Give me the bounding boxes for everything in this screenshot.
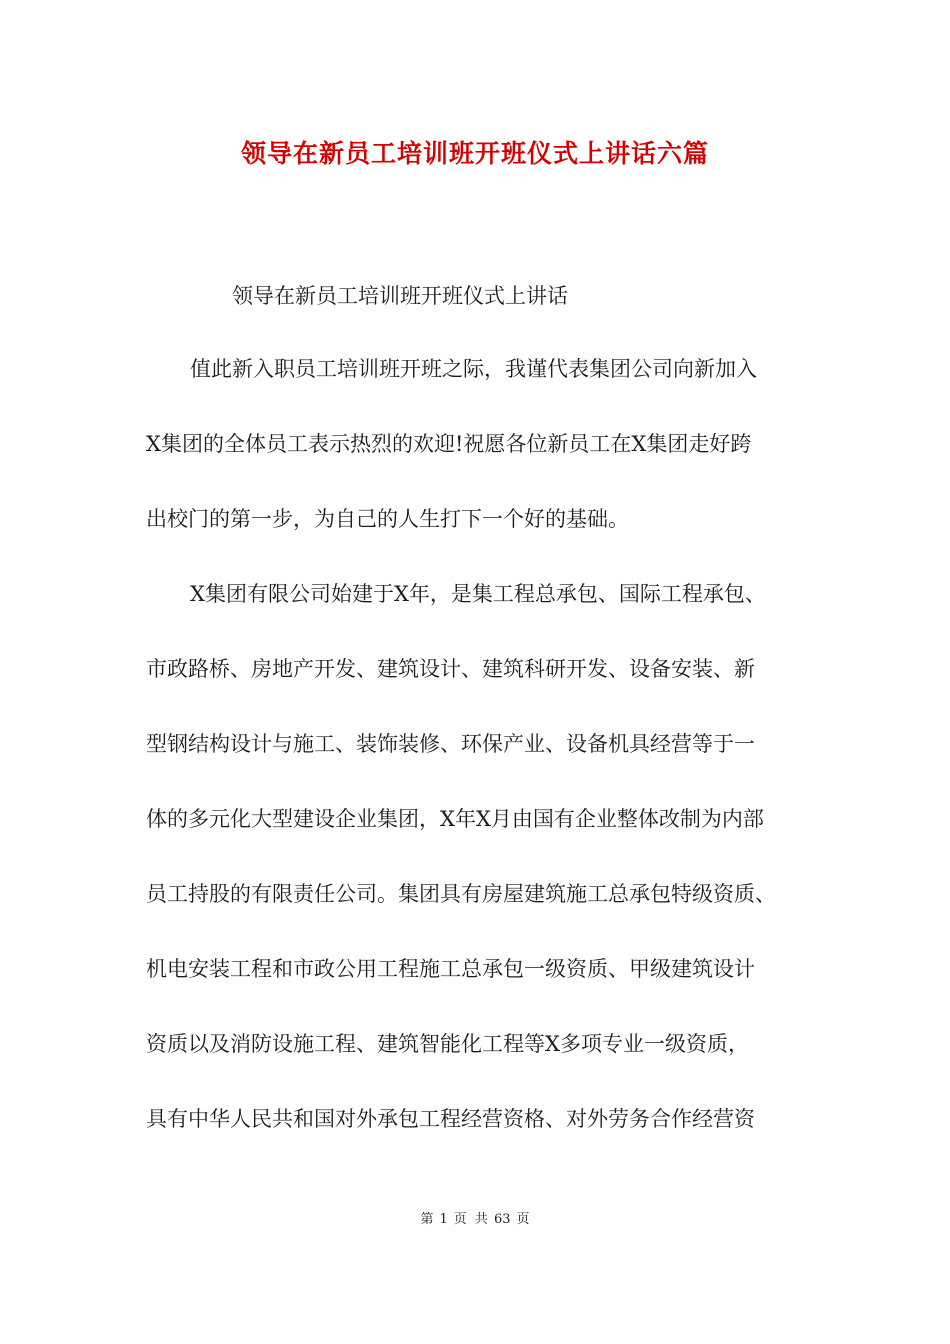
total-pages: 63 [493,1212,511,1227]
page-number: 1 [439,1212,448,1227]
document-title: 领导在新员工培训班开班仪式上讲话六篇 [240,139,709,168]
text-line: 具有中华人民共和国对外承包工程经营资格、对外劳务合作经营资 [146,1107,755,1131]
text-line: 值此新入职员工培训班开班之际，我谨代表集团公司向新加入 [190,357,757,381]
text-line: 市政路桥、房地产开发、建筑设计、建筑科研开发、设备安装、新 [146,657,755,681]
speech-subtitle: 领导在新员工培训班开班仪式上讲话 [232,284,568,308]
text-line: 体的多元化大型建设企业集团，X年X月由国有企业整体改制为内部 [146,807,764,831]
text-line: 型钢结构设计与施工、装饰装修、环保产业、设备机具经营等于一 [146,732,755,756]
text-line: 员工持股的有限责任公司。集团具有房屋建筑施工总承包特级资质、 [146,882,776,906]
footer-middle: 页 共 [453,1212,488,1227]
text-line: 出校门的第一步，为自己的人生打下一个好的基础。 [146,507,629,531]
text-line: X集团有限公司始建于X年，是集工程总承包、国际工程承包、 [190,582,766,606]
footer-suffix: 页 [516,1212,530,1227]
footer-prefix: 第 [420,1212,434,1227]
page-footer [0,1208,950,1227]
text-line: 机电安装工程和市政公用工程施工总承包一级资质、甲级建筑设计 [146,957,755,981]
text-line: X集团的全体员工表示热烈的欢迎!祝愿各位新员工在X集团走好跨 [146,432,752,456]
text-line: 资质以及消防设施工程、建筑智能化工程等X多项专业一级资质， [146,1032,749,1056]
